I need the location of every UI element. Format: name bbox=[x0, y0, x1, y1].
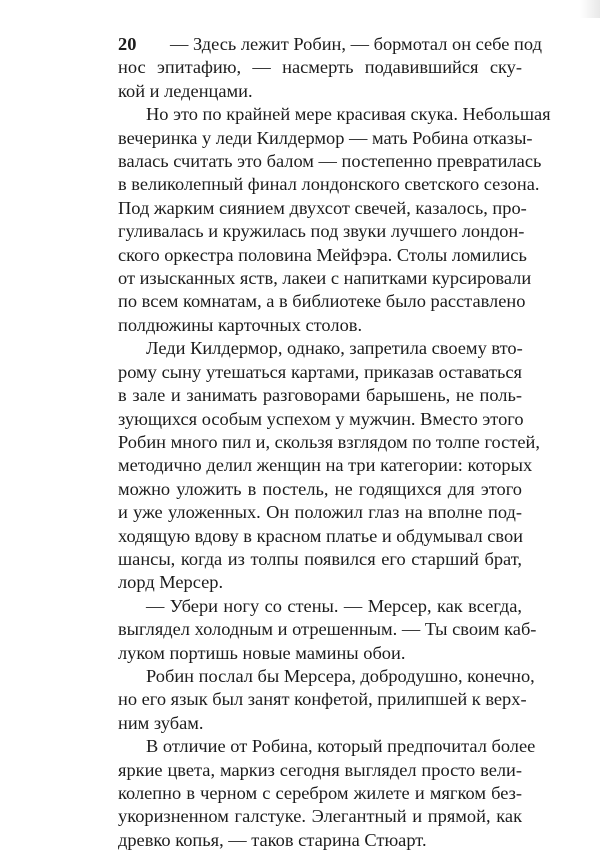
text-line: можно уложить в постель, не годящихся для этого bbox=[118, 478, 522, 499]
text-line: методично делил женщин на три категории: которых bbox=[118, 455, 533, 476]
paragraph bbox=[118, 665, 535, 735]
text-line: шансы, когда из толпы появился его старший брат, bbox=[118, 548, 522, 569]
text-line: полдюжины карточных столов. bbox=[118, 314, 363, 335]
text-line: ходящую вдову в красном платье и обдумывал свои bbox=[118, 525, 523, 546]
text-line: кой и леденцами. bbox=[118, 80, 253, 101]
paragraph bbox=[118, 735, 536, 852]
text-line: ского оркестра половина Мейфэра. Столы ломились bbox=[118, 244, 527, 265]
paragraph bbox=[118, 337, 540, 594]
text-line: выглядел холодным и отрешенным. — Ты своим каб- bbox=[118, 619, 537, 640]
text-line: в зале и занимать разговорами барышень, не поль- bbox=[118, 385, 522, 406]
text-line: от изысканных яств, лакеи с напитками курсировали bbox=[118, 268, 532, 289]
text-line: колепно в черном с серебром жилете и мягком без- bbox=[118, 783, 522, 803]
body-text bbox=[118, 33, 551, 852]
text-line: укоризненном галстуке. Элегантный и прямой, как bbox=[118, 806, 522, 827]
text-line: Но это по крайней мере красивая скука. Небольшая bbox=[146, 104, 551, 125]
text-line: рому сыну утешаться картами, приказав оставаться bbox=[118, 361, 522, 382]
page-number: 20 bbox=[118, 34, 137, 54]
text-line: древко копья, — таков старина Стюарт. bbox=[118, 829, 427, 850]
page-edge-shadow bbox=[580, 0, 600, 18]
paragraph bbox=[118, 33, 542, 103]
text-line: Леди Килдермор, однако, запретила своему вто- bbox=[146, 338, 523, 359]
text-line: вечеринка у леди Килдермор — мать Робина отказы- bbox=[118, 127, 533, 148]
text-line: но его язык был занят конфетой, прилипшей к верх- bbox=[118, 689, 527, 710]
text-line: нос эпитафию, — насмерть подавившийся ску- bbox=[118, 57, 522, 78]
text-line: Робин послал бы Мерсера, добродушно, конечно, bbox=[146, 665, 535, 686]
text-line: ним зубам. bbox=[118, 712, 204, 733]
text-line: В отличие от Робина, который предпочитал более bbox=[146, 736, 536, 757]
text-line: гуливалась и кружилась под звуки лучшего лондон- bbox=[118, 221, 525, 242]
text-line: и уже уложенных. Он положил глаз на вполне под- bbox=[118, 502, 522, 523]
text-line: Под жарким сиянием двухсот свечей, казалось, про- bbox=[118, 197, 527, 218]
text-line: лорд Мерсер. bbox=[118, 572, 224, 593]
text-line: — Здесь лежит Робин, — бормотал он себе под bbox=[170, 34, 542, 54]
text-line: яркие цвета, маркиз сегодня выглядел просто вели- bbox=[118, 759, 522, 780]
text-line: — Убери ногу со стены. — Мерсер, как всегда, bbox=[146, 595, 522, 616]
text-line: валась считать это балом — постепенно превратилась bbox=[118, 151, 542, 172]
text-line: луком портишь новые мамины обои. bbox=[118, 642, 406, 663]
paragraph bbox=[118, 103, 551, 337]
text-line: по всем комнатам, а в библиотеке было расставлено bbox=[118, 291, 526, 312]
paragraph bbox=[118, 595, 537, 665]
text-line: Робин много пил и, скользя взглядом по толпе гостей, bbox=[118, 431, 540, 452]
text-line: в великолепный финал лондонского светского сезона. bbox=[118, 174, 540, 195]
text-line: зующихся особым успехом у мужчин. Вместо этого bbox=[118, 408, 524, 429]
